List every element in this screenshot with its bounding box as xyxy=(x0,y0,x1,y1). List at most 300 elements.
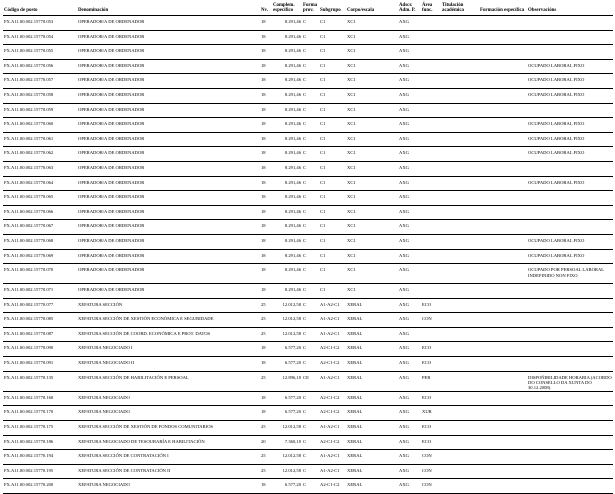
cell-name: OPERADOR/A DE ORDENADOR xyxy=(78,19,145,24)
table-row xyxy=(3,450,613,465)
table-row xyxy=(3,59,613,74)
cell-title xyxy=(441,342,479,357)
cell-level: 18 xyxy=(261,267,266,273)
cell-name: OPERADOR/A DE ORDENADOR xyxy=(78,91,145,97)
cell-training xyxy=(479,205,527,220)
cell-notes: OCUPADO LABORAL FIXO xyxy=(528,77,585,83)
cell-level: 18 xyxy=(261,345,266,351)
cell-adscr: AXG xyxy=(399,135,409,141)
cell-adscr: AXG xyxy=(399,345,409,351)
cell-title xyxy=(441,464,479,479)
cell-body: XC1 xyxy=(347,164,356,170)
cell-notes xyxy=(527,464,613,479)
cell-level: 25 xyxy=(261,424,266,430)
cell-body: XC1 xyxy=(347,121,356,127)
cell-body: XERAL xyxy=(347,394,363,400)
header-area: Área func. xyxy=(422,2,433,14)
table-row xyxy=(3,45,613,60)
cell-form: C xyxy=(303,48,307,54)
cell-body: XC1 xyxy=(347,223,356,229)
cell-code: FX.A11.00.002.15770.195 xyxy=(4,467,54,473)
cell-area xyxy=(421,88,441,103)
cell-area: CON xyxy=(422,467,432,473)
cell-code: FX.A11.00.002.15770.065 xyxy=(4,194,54,200)
cell-subgroup: A1-A2-C1 xyxy=(320,374,340,380)
cell-code: FX.A11.00.002.15770.053 xyxy=(4,19,54,24)
table-row xyxy=(3,191,613,206)
cell-training xyxy=(479,342,527,357)
cell-training xyxy=(479,161,527,176)
cell-body: XERAL xyxy=(347,424,363,430)
cell-training xyxy=(479,88,527,103)
cell-subgroup: A2-C1-C2 xyxy=(320,394,340,400)
cell-code: FX.A11.00.002.15770.067 xyxy=(4,223,54,229)
cell-body: XC1 xyxy=(347,33,356,39)
cell-name: OPERADOR/A DE ORDENADOR xyxy=(78,135,145,141)
cell-title xyxy=(441,59,479,74)
cell-form: C xyxy=(303,62,307,68)
cell-body: XERAL xyxy=(347,453,363,459)
cell-notes: OCUPADO LABORAL FIXO xyxy=(528,179,585,185)
cell-code: FX.A11.00.002.15770.063 xyxy=(4,164,54,170)
cell-complement: 6.577,20 xyxy=(284,345,301,351)
cell-name: OPERADOR/A DE ORDENADOR xyxy=(78,106,145,112)
table-row xyxy=(3,313,613,328)
cell-name: OPERADOR/A DE ORDENADOR xyxy=(78,33,145,39)
cell-subgroup: A2-C1-C2 xyxy=(320,345,340,351)
cell-body: XC1 xyxy=(347,106,356,112)
cell-code: FX.A11.00.002.15770.175 xyxy=(4,424,54,430)
cell-level: 18 xyxy=(261,164,266,170)
cell-area: CON xyxy=(422,482,432,488)
cell-training xyxy=(479,464,527,479)
table-row xyxy=(3,220,613,235)
cell-complement: 6.577,20 xyxy=(284,394,301,400)
table-row xyxy=(3,357,613,372)
cell-level: 20 xyxy=(261,438,266,444)
cell-form: C xyxy=(303,316,307,322)
cell-level: 18 xyxy=(261,287,266,293)
cell-notes xyxy=(527,16,613,31)
table-row xyxy=(3,234,613,249)
cell-complement: 8.291,46 xyxy=(284,208,301,214)
table-row xyxy=(3,264,613,284)
cell-adscr: AXG xyxy=(399,121,409,127)
table-row xyxy=(3,406,613,421)
cell-title xyxy=(441,234,479,249)
cell-area xyxy=(421,118,441,133)
cell-notes xyxy=(527,342,613,357)
cell-name: OPERADOR/A DE ORDENADOR xyxy=(78,252,145,258)
cell-level: 18 xyxy=(261,121,266,127)
cell-complement: 8.291,46 xyxy=(284,77,301,83)
cell-form: C xyxy=(303,164,307,170)
cell-code: FX.A11.00.002.15770.194 xyxy=(4,453,54,459)
cell-title xyxy=(441,264,479,284)
cell-area xyxy=(421,30,441,45)
cell-title xyxy=(441,30,479,45)
cell-notes xyxy=(527,161,613,176)
cell-subgroup: C1 xyxy=(320,62,326,68)
cell-area xyxy=(421,176,441,191)
cell-name: XEFATURA SECCIÓN DE COORD. ECONÓMICA E PROT. DATOS xyxy=(78,330,211,336)
cell-notes xyxy=(527,479,613,494)
cell-name: OPERADOR/A DE ORDENADOR xyxy=(78,164,145,170)
cell-form: C xyxy=(303,424,307,430)
cell-complement: 12.012,58 xyxy=(282,453,301,459)
header-code: Código de posto xyxy=(4,8,38,14)
cell-complement: 6.577,20 xyxy=(284,360,301,366)
cell-complement: 8.291,46 xyxy=(284,194,301,200)
cell-notes: OCUPADO LABORAL FIXO xyxy=(528,91,585,97)
cell-training xyxy=(479,421,527,436)
cell-body: XC1 xyxy=(347,135,356,141)
cell-training xyxy=(479,220,527,235)
cell-complement: 8.291,46 xyxy=(284,121,301,127)
cell-subgroup: A2-C1-C2 xyxy=(320,482,340,488)
cell-code: FX.A11.00.002.15770.054 xyxy=(4,33,54,39)
cell-body: XC1 xyxy=(347,62,356,68)
cell-adscr: AXG xyxy=(399,453,409,459)
cell-complement: 8.291,46 xyxy=(284,106,301,112)
cell-complement: 8.291,46 xyxy=(284,135,301,141)
header-subgroup: Subgrupo xyxy=(320,8,341,14)
cell-name: XEFATURA NEGOCIADO I xyxy=(78,345,133,351)
cell-complement: 8.291,46 xyxy=(284,19,301,24)
cell-name: OPERADOR/A DE ORDENADOR xyxy=(78,179,145,185)
cell-title xyxy=(441,191,479,206)
table-row xyxy=(3,161,613,176)
cell-area: ECO xyxy=(422,301,432,307)
cell-complement: 8.291,46 xyxy=(284,267,301,273)
positions-table xyxy=(3,1,613,494)
cell-name: OPERADOR/A DE ORDENADOR xyxy=(78,267,145,273)
header-notes: Observacións xyxy=(528,8,557,14)
cell-training xyxy=(479,132,527,147)
cell-form: C xyxy=(303,150,307,156)
cell-form: C xyxy=(303,19,307,24)
cell-notes: OCUPADO LABORAL FIXO xyxy=(528,135,585,141)
cell-notes: OCUPADO LABORAL FIXO xyxy=(528,150,585,156)
cell-code: FX.A11.00.002.15770.059 xyxy=(4,106,54,112)
cell-area: PER xyxy=(422,374,431,380)
cell-body: XERAL xyxy=(347,467,363,473)
table-row xyxy=(3,74,613,89)
header-training: Formación específica xyxy=(480,8,525,14)
cell-adscr: AXG xyxy=(399,62,409,68)
cell-notes xyxy=(527,298,613,313)
table-row xyxy=(3,16,613,31)
cell-code: FX.A11.00.002.15770.186 xyxy=(4,438,54,444)
cell-name: XEFATURA SECCIÓN xyxy=(78,301,123,307)
cell-title xyxy=(441,479,479,494)
cell-subgroup: C1 xyxy=(320,135,326,141)
cell-body: XC1 xyxy=(347,287,356,293)
cell-name: XEFATURA NEGOCIADO xyxy=(78,409,130,415)
cell-adscr: AXG xyxy=(399,438,409,444)
cell-subgroup: C1 xyxy=(320,33,326,39)
cell-title xyxy=(441,391,479,406)
cell-subgroup: C1 xyxy=(320,48,326,54)
cell-level: 18 xyxy=(261,360,266,366)
cell-complement: 8.291,46 xyxy=(284,237,301,243)
cell-form: C xyxy=(303,409,307,415)
cell-title xyxy=(441,406,479,421)
cell-complement: 8.291,46 xyxy=(284,48,301,54)
cell-training xyxy=(479,59,527,74)
cell-complement: 12.012,58 xyxy=(282,330,301,336)
cell-code: FX.A11.00.002.15770.061 xyxy=(4,135,54,141)
cell-area: ECO xyxy=(422,394,432,400)
cell-name: OPERADOR/A DE ORDENADOR xyxy=(78,287,145,293)
cell-level: 18 xyxy=(261,77,266,83)
cell-training xyxy=(479,147,527,162)
table-row xyxy=(3,118,613,133)
cell-code: FX.A11.00.002.15770.066 xyxy=(4,208,54,214)
cell-form: C xyxy=(303,330,307,336)
table-row xyxy=(3,298,613,313)
cell-notes xyxy=(527,103,613,118)
cell-title xyxy=(441,450,479,465)
header-title: Titulación académica xyxy=(442,2,465,14)
cell-code: FX.A11.00.002.15770.170 xyxy=(4,409,54,415)
cell-notes xyxy=(527,313,613,328)
cell-title xyxy=(441,284,479,299)
cell-body: XERAL xyxy=(347,482,363,488)
table-header-row xyxy=(3,1,613,16)
cell-title xyxy=(441,176,479,191)
cell-notes xyxy=(527,327,613,342)
header-level: Nv. xyxy=(261,8,268,14)
cell-form: C xyxy=(303,267,307,273)
table-row xyxy=(3,371,613,391)
cell-name: XEFATURA SECCIÓN DE HABILITACIÓN E PERSOAL xyxy=(78,374,189,380)
cell-level: 18 xyxy=(261,252,266,258)
cell-body: XERAL xyxy=(347,438,363,444)
cell-complement: 8.291,46 xyxy=(284,62,301,68)
cell-name: OPERADOR/A DE ORDENADOR xyxy=(78,62,145,68)
cell-area: CON xyxy=(422,453,432,459)
cell-level: 25 xyxy=(261,316,266,322)
cell-form: C xyxy=(303,394,307,400)
table-row xyxy=(3,176,613,191)
cell-adscr: AXG xyxy=(399,301,409,307)
cell-form: C xyxy=(303,237,307,243)
table-row xyxy=(3,342,613,357)
cell-body: XERAL xyxy=(347,330,363,336)
cell-notes xyxy=(527,391,613,406)
cell-area xyxy=(421,59,441,74)
cell-subgroup: C1 xyxy=(320,106,326,112)
table-row xyxy=(3,421,613,436)
cell-title xyxy=(441,16,479,31)
cell-name: OPERADOR/A DE ORDENADOR xyxy=(78,48,145,54)
header-complement: Complem. específico xyxy=(273,2,295,14)
cell-notes xyxy=(527,421,613,436)
header-form: Forma prov. xyxy=(303,2,318,14)
cell-notes xyxy=(527,357,613,372)
cell-complement: 8.291,46 xyxy=(284,33,301,39)
cell-training xyxy=(479,479,527,494)
cell-adscr: AXG xyxy=(399,409,409,415)
table-row xyxy=(3,30,613,45)
cell-notes xyxy=(527,435,613,450)
cell-body: XERAL xyxy=(347,345,363,351)
table-row xyxy=(3,103,613,118)
cell-subgroup: C1 xyxy=(320,164,326,170)
cell-notes xyxy=(527,450,613,465)
cell-area xyxy=(421,16,441,31)
cell-code: FX.A11.00.002.15770.057 xyxy=(4,77,54,83)
cell-name: OPERADOR/A DE ORDENADOR xyxy=(78,150,145,156)
cell-subgroup: A1-A2-C1 xyxy=(320,301,340,307)
cell-body: XC1 xyxy=(347,252,356,258)
cell-area xyxy=(421,147,441,162)
cell-level: 18 xyxy=(261,179,266,185)
cell-adscr: AXG xyxy=(399,150,409,156)
cell-name: OPERADOR/A DE ORDENADOR xyxy=(78,77,145,83)
cell-name: OPERADOR/A DE ORDENADOR xyxy=(78,121,145,127)
cell-complement: 8.291,46 xyxy=(284,164,301,170)
cell-form: C xyxy=(303,208,307,214)
cell-code: FX.A11.00.002.15770.069 xyxy=(4,252,54,258)
cell-notes: DISPOÑIBILIDADE HORARIA (ACORDO DO CONSELLO DA XUNTA DO 30.12.2008). xyxy=(528,374,612,391)
cell-area xyxy=(421,103,441,118)
cell-adscr: AXG xyxy=(399,252,409,258)
cell-area: ECO xyxy=(422,424,432,430)
cell-complement: 8.291,46 xyxy=(284,223,301,229)
cell-code: FX.A11.00.002.15770.071 xyxy=(4,287,54,293)
cell-form: C xyxy=(303,179,307,185)
cell-complement: 12.896,10 xyxy=(282,374,301,380)
cell-level: 18 xyxy=(261,409,266,415)
cell-code: FX.A11.00.002.15770.068 xyxy=(4,237,54,243)
cell-area: ECO xyxy=(422,438,432,444)
cell-adscr: AXG xyxy=(399,194,409,200)
cell-training xyxy=(479,391,527,406)
cell-body: XC1 xyxy=(347,19,356,24)
cell-title xyxy=(441,132,479,147)
cell-subgroup: C1 xyxy=(320,287,326,293)
cell-area: ECO xyxy=(422,345,432,351)
cell-area xyxy=(421,327,441,342)
cell-name: XEFATURA NEGOCIADO II xyxy=(78,360,135,366)
cell-name: XEFATURA NEGOCIADO DE TESOURARÍA E HABILITACIÓN xyxy=(78,438,205,444)
cell-title xyxy=(441,249,479,264)
cell-title xyxy=(441,313,479,328)
cell-level: 25 xyxy=(261,453,266,459)
cell-adscr: AXG xyxy=(399,19,409,24)
cell-level: 18 xyxy=(261,150,266,156)
table-row xyxy=(3,327,613,342)
cell-complement: 12.012,58 xyxy=(282,316,301,322)
cell-form: C xyxy=(303,360,307,366)
cell-training xyxy=(479,371,527,391)
cell-adscr: AXG xyxy=(399,208,409,214)
cell-adscr: AXG xyxy=(399,267,409,273)
table-row xyxy=(3,132,613,147)
cell-subgroup: A2-C1-C2 xyxy=(320,438,340,444)
table-row xyxy=(3,205,613,220)
cell-training xyxy=(479,357,527,372)
cell-body: XC1 xyxy=(347,237,356,243)
table-row xyxy=(3,464,613,479)
cell-name: XEFATURA NEGOCIADO xyxy=(78,482,130,488)
cell-complement: 8.291,46 xyxy=(284,150,301,156)
cell-title xyxy=(441,298,479,313)
cell-level: 25 xyxy=(261,467,266,473)
cell-subgroup: C1 xyxy=(320,237,326,243)
cell-title xyxy=(441,327,479,342)
cell-level: 18 xyxy=(261,106,266,112)
cell-subgroup: C1 xyxy=(320,223,326,229)
cell-title xyxy=(441,118,479,133)
header-name: Denominación xyxy=(78,8,109,14)
cell-code: FX.A11.00.002.15770.058 xyxy=(4,91,54,97)
cell-adscr: AXG xyxy=(399,374,409,380)
cell-area xyxy=(421,45,441,60)
cell-name: OPERADOR/A DE ORDENADOR xyxy=(78,208,145,214)
cell-form: C xyxy=(303,77,307,83)
cell-area xyxy=(421,220,441,235)
cell-adscr: AXG xyxy=(399,48,409,54)
cell-code: FX.A11.00.002.15770.091 xyxy=(4,360,54,366)
cell-subgroup: C1 xyxy=(320,150,326,156)
cell-form: C xyxy=(303,438,307,444)
cell-notes xyxy=(527,284,613,299)
cell-training xyxy=(479,406,527,421)
cell-subgroup: C1 xyxy=(320,91,326,97)
cell-form: C xyxy=(303,287,307,293)
cell-code: FX.A11.00.002.15770.087 xyxy=(4,330,54,336)
cell-code: FX.A11.00.002.15770.090 xyxy=(4,345,54,351)
cell-adscr: AXG xyxy=(399,77,409,83)
cell-name: OPERADOR/A DE ORDENADOR xyxy=(78,194,145,200)
cell-code: FX.A11.00.002.15770.085 xyxy=(4,316,54,322)
cell-subgroup: C1 xyxy=(320,19,326,24)
cell-form: C xyxy=(303,301,307,307)
cell-body: XC1 xyxy=(347,77,356,83)
cell-level: 18 xyxy=(261,135,266,141)
cell-training xyxy=(479,313,527,328)
cell-subgroup: A1-A2-C1 xyxy=(320,316,340,322)
cell-training xyxy=(479,118,527,133)
cell-complement: 6.577,20 xyxy=(284,482,301,488)
cell-title xyxy=(441,161,479,176)
cell-code: FX.A11.00.002.15770.056 xyxy=(4,62,54,68)
table-row xyxy=(3,88,613,103)
cell-notes: OCUPADO LABORAL FIXO xyxy=(528,237,585,243)
cell-level: 18 xyxy=(261,208,266,214)
cell-notes: OCUPADO POR PERSOAL LABORAL INDEFINIDO NON FIXO xyxy=(528,267,604,278)
cell-notes xyxy=(527,205,613,220)
cell-subgroup: C1 xyxy=(320,77,326,83)
cell-level: 25 xyxy=(261,301,266,307)
cell-level: 18 xyxy=(261,194,266,200)
cell-body: XC1 xyxy=(347,194,356,200)
cell-level: 18 xyxy=(261,482,266,488)
cell-title xyxy=(441,205,479,220)
cell-form: C xyxy=(303,33,307,39)
cell-title xyxy=(441,435,479,450)
cell-adscr: AXG xyxy=(399,330,409,336)
cell-area xyxy=(421,234,441,249)
cell-training xyxy=(479,249,527,264)
cell-level: 18 xyxy=(261,223,266,229)
cell-form: CE xyxy=(303,374,309,380)
cell-training xyxy=(479,450,527,465)
cell-name: XEFATURA SECCIÓN DE CONTRATACIÓN II xyxy=(78,467,171,473)
